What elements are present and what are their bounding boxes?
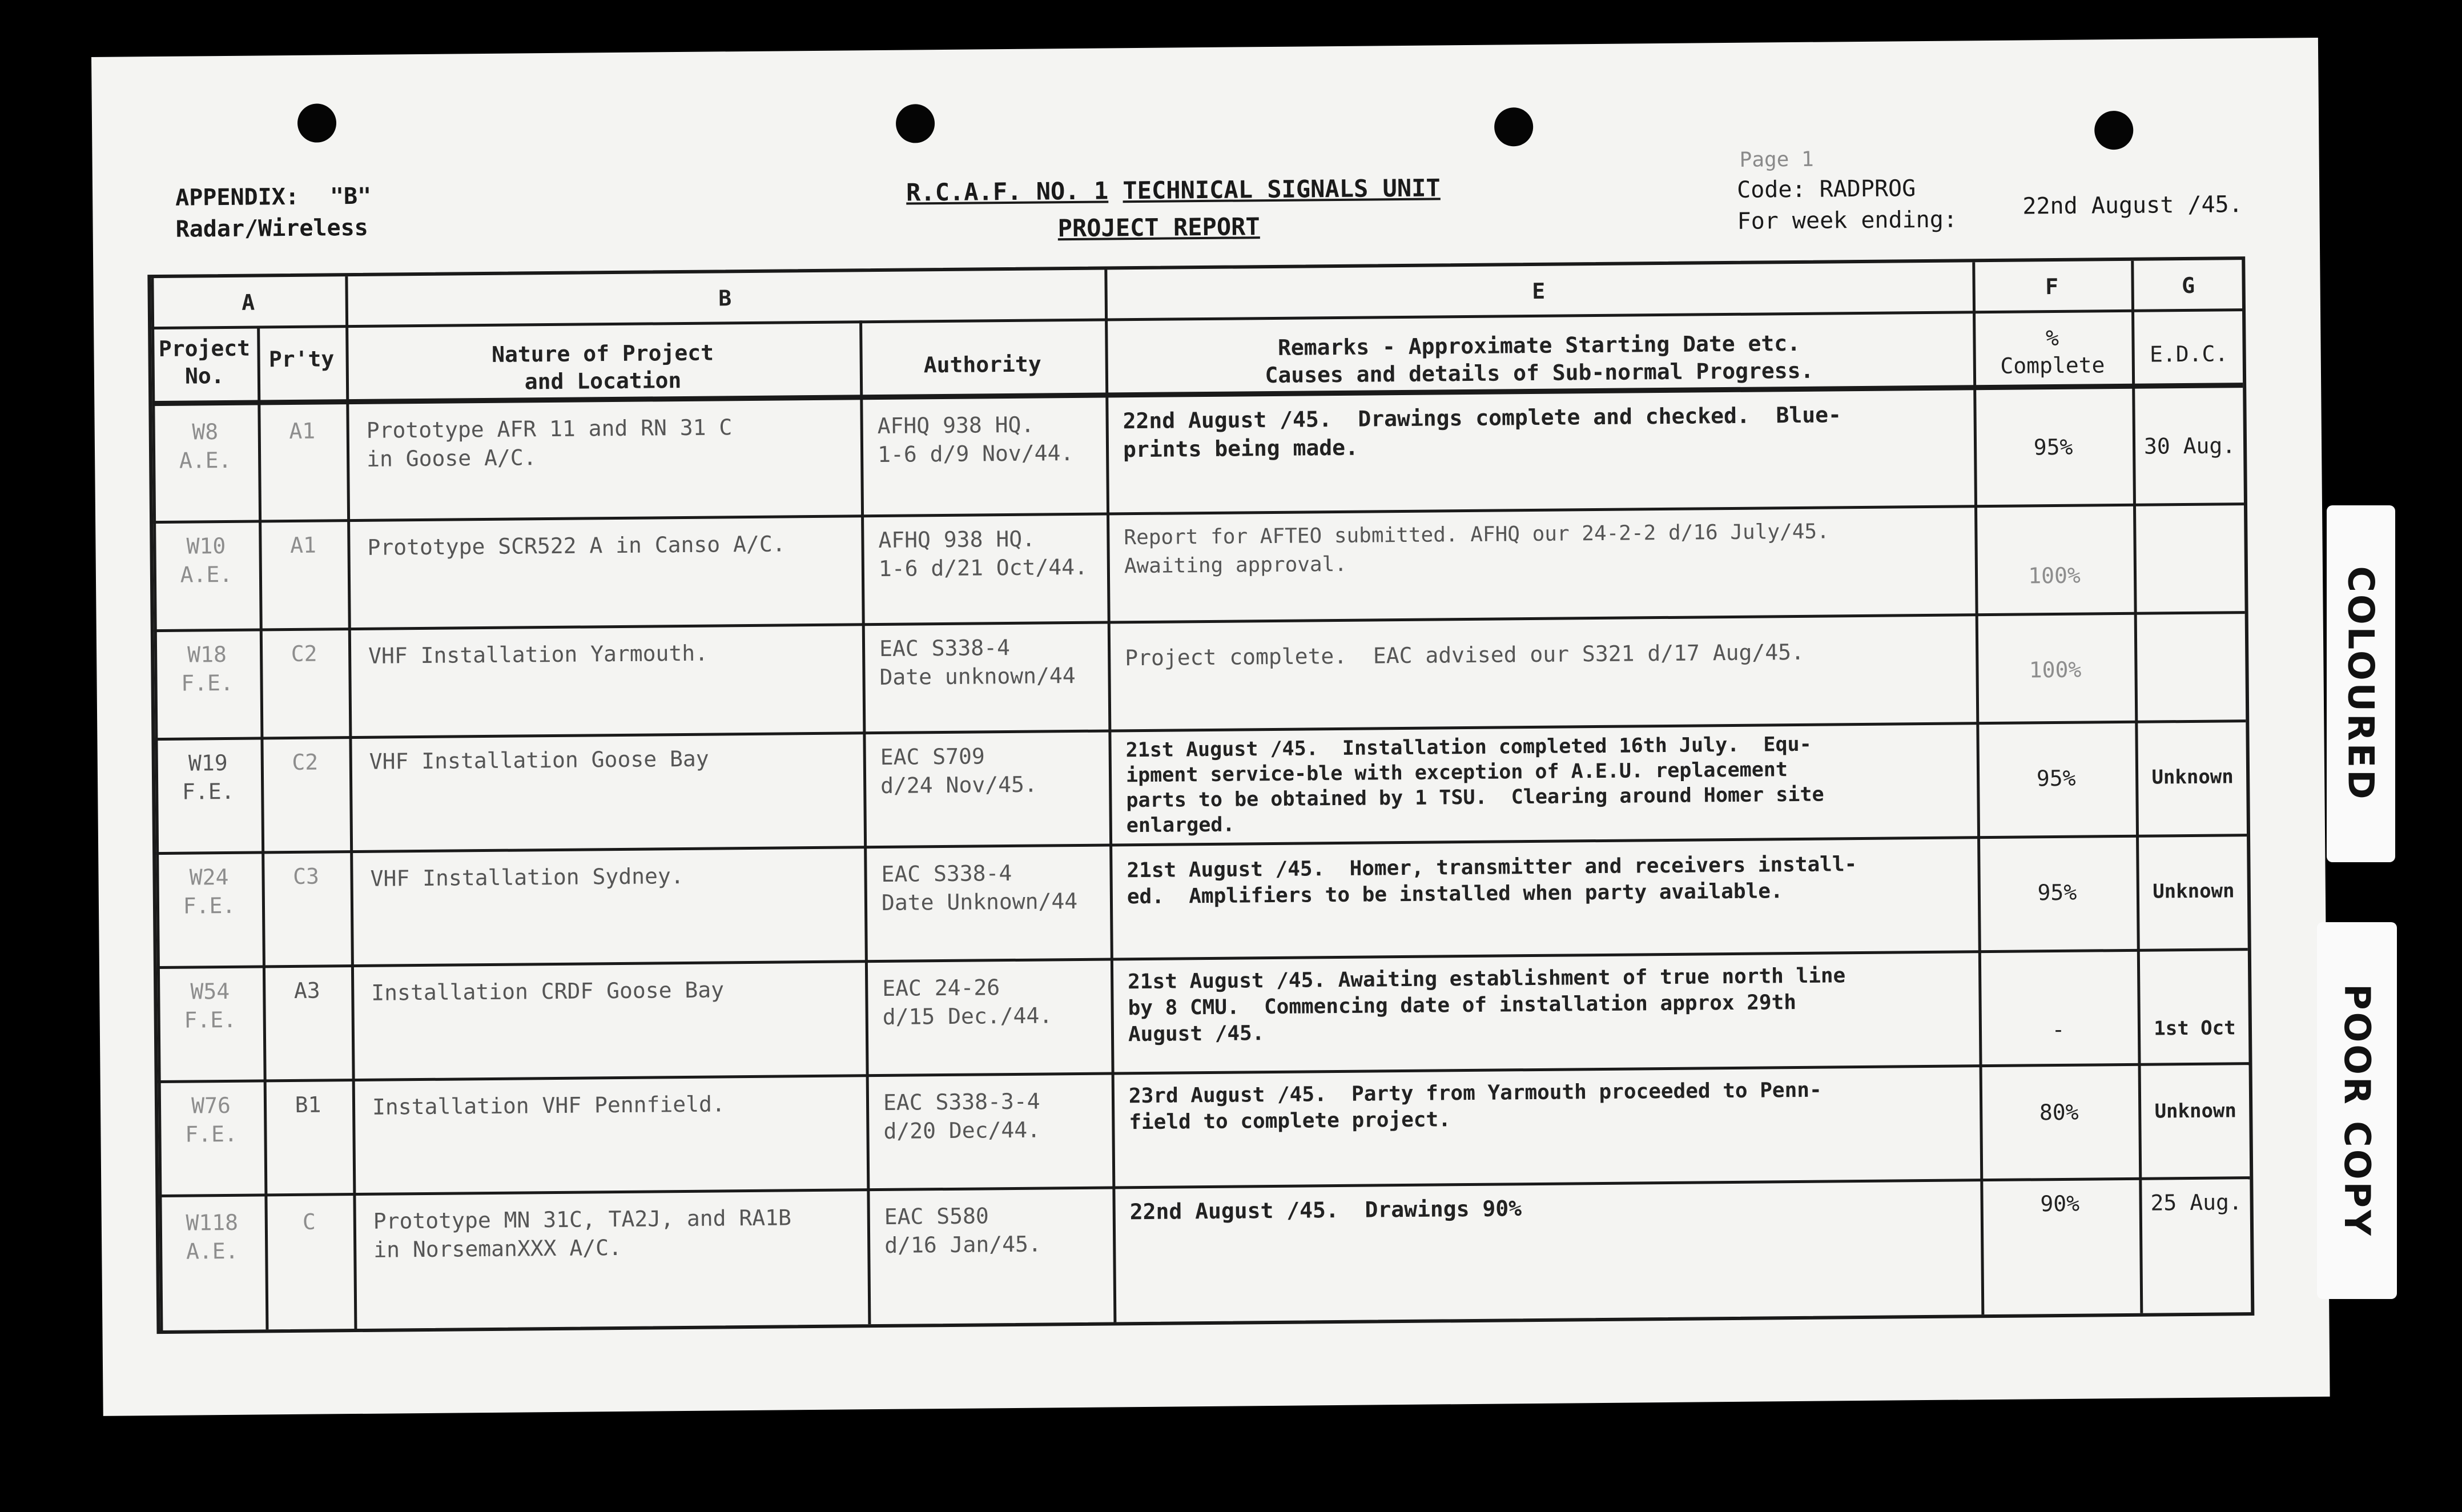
appendix-line — [175, 183, 371, 211]
column-header-remarks: Remarks - Approximate Starting Date etc. Causes and details of Sub-normal Progress. — [1265, 330, 1814, 388]
project-no: W10 A.E. — [180, 533, 233, 588]
edc: Unknown — [2154, 1099, 2237, 1123]
priority: C3 — [292, 863, 320, 889]
priority: C — [302, 1209, 316, 1234]
authority: EAC 24-26 d/15 Dec./44. — [882, 975, 1053, 1030]
col-divider — [345, 276, 357, 1329]
appendix-label: APPENDIX: — [175, 183, 300, 211]
edc — [2134, 560, 2248, 561]
authority: EAC S338-3-4 d/20 Dec/44. — [883, 1088, 1041, 1144]
nature: Installation CRDF Goose Bay — [371, 977, 725, 1006]
edc: 30 Aug. — [2143, 433, 2236, 459]
remarks: 22nd August /45. Drawings complete and checked. Blue- prints being made. — [1123, 402, 1842, 463]
row-divider — [153, 502, 2244, 524]
remarks: 22nd August /45. Drawings 90% — [1129, 1196, 1522, 1225]
remarks: Project complete. EAC advised our S321 d/17 Aug/45. — [1125, 639, 1805, 671]
authority: AFHQ 938 HQ. 1-6 d/21 Oct/44. — [878, 526, 1088, 582]
priority: C2 — [291, 641, 317, 666]
nature: Installation VHF Pennfield. — [372, 1091, 725, 1120]
unit-title — [906, 174, 1441, 206]
punch-hole — [1494, 107, 1534, 147]
percent-complete: 90% — [2040, 1191, 2080, 1217]
remarks: 21st August /45. Awaiting establishment of true north line by 8 CMU. Commencing date of installation approx 29th August /45. — [1128, 964, 1846, 1047]
punch-hole — [2094, 111, 2134, 150]
edc: Unknown — [2151, 765, 2234, 789]
project-no: W24 F.E. — [183, 864, 236, 919]
priority: A1 — [289, 532, 317, 558]
remarks: 21st August /45. Homer, transmitter and receivers install- ed. Amplifiers to be installed when party available. — [1127, 852, 1857, 909]
project-no: W19 F.E. — [182, 750, 235, 805]
poor-copy-stamp — [2317, 922, 2397, 1299]
edc: 25 Aug. — [2150, 1189, 2242, 1216]
priority: A1 — [289, 418, 316, 444]
remarks: Report for AFTEO submitted. AFHQ our 24-2-2 d/16 July/45. Awaiting approval. — [1124, 520, 1829, 578]
week-ending-value: 22nd August /45. — [2022, 191, 2243, 220]
nature: Prototype MN 31C, TA2J, and RA1B in NorsemanXXX A/C. — [373, 1205, 792, 1262]
row-divider — [158, 1062, 2249, 1083]
code-label: Code: RADPROG — [1736, 175, 1916, 203]
percent-complete: 95% — [2033, 434, 2073, 460]
edc — [2134, 654, 2248, 655]
group-header-g: G — [2181, 272, 2195, 299]
row-divider — [157, 948, 2248, 969]
edc: Unknown — [2153, 879, 2235, 903]
poor-copy-stamp-text: POOR COPY — [2336, 983, 2378, 1238]
percent-complete: 95% — [2036, 765, 2076, 791]
coloured-stamp-text: COLOURED — [2340, 566, 2382, 802]
nature: Prototype AFR 11 and RN 31 C in Goose A/C. — [366, 415, 733, 472]
nature: VHF Installation Yarmouth. — [368, 640, 709, 669]
column-header-project-no: Project No. — [158, 335, 251, 389]
percent-complete: 100% — [2028, 562, 2081, 589]
percent-complete: 95% — [2037, 879, 2077, 906]
group-header-f: F — [2045, 274, 2059, 300]
remarks: 21st August /45. Installation completed 16th July. Equ- ipment service-ble with exception of A.E.U. replacement parts to be obtained by 1 TSU. Clearing around Homer site enlarged. — [1125, 733, 1824, 838]
authority: EAC S338-4 Date unknown/44 — [879, 635, 1076, 690]
coloured-stamp — [2327, 505, 2395, 862]
column-header-priority: Pr'ty — [268, 346, 335, 372]
col-divider — [257, 325, 268, 1329]
authority: EAC S580 d/16 Jan/45. — [884, 1203, 1041, 1258]
nature: VHF Installation Sydney. — [370, 863, 684, 891]
remarks: 23rd August /45. Party from Yarmouth proceeded to Penn- field to complete project. — [1128, 1078, 1822, 1135]
authority: AFHQ 938 HQ. 1-6 d/9 Nov/44. — [877, 412, 1074, 468]
document-page — [91, 38, 2330, 1416]
unit-title-prefix: R.C.A.F. NO. 1 — [906, 176, 1109, 207]
project-no: W18 F.E. — [181, 641, 234, 696]
punch-hole — [896, 104, 935, 143]
edc: 1st Oct — [2154, 1016, 2236, 1040]
authority: EAC S709 d/24 Nov/45. — [880, 743, 1037, 798]
group-header-a: A — [242, 289, 255, 315]
week-ending-label: For week ending: — [1737, 206, 1958, 235]
row-divider — [154, 611, 2245, 632]
column-header-complete: % Complete — [2000, 325, 2105, 379]
category-label: Radar/Wireless — [175, 214, 368, 243]
project-no: W118 A.E. — [186, 1209, 239, 1264]
percent-complete: 80% — [2039, 1099, 2079, 1125]
nature: VHF Installation Goose Bay — [369, 746, 709, 774]
column-header-authority: Authority — [923, 351, 1041, 378]
project-table — [147, 256, 2254, 1334]
group-header-b: B — [718, 285, 732, 311]
punch-hole — [297, 103, 337, 143]
percent-complete: - — [2051, 1016, 2065, 1043]
percent-complete: 100% — [2029, 657, 2082, 683]
col-divider — [859, 320, 871, 1324]
group-header-e: E — [1532, 278, 1546, 304]
nature: Prototype SCR522 A in Canso A/C. — [367, 531, 786, 560]
priority: B1 — [295, 1092, 321, 1117]
project-no: W54 F.E. — [184, 978, 237, 1033]
unit-title-suffix: TECHNICAL SIGNALS UNIT — [1123, 174, 1441, 205]
priority: C2 — [292, 749, 319, 775]
project-no: W76 F.E. — [185, 1092, 238, 1147]
column-header-nature: Nature of Project and Location — [491, 340, 714, 395]
col-divider — [1104, 270, 1116, 1322]
column-header-edc: E.D.C. — [2149, 341, 2228, 367]
authority: EAC S338-4 Date Unknown/44 — [881, 860, 1078, 915]
project-no: W8 A.E. — [179, 419, 232, 473]
priority: A3 — [293, 978, 320, 1003]
appendix-value: "B" — [329, 183, 372, 210]
page-number: Page 1 — [1739, 147, 1814, 172]
row-divider — [159, 1176, 2250, 1197]
report-title: PROJECT REPORT — [1057, 212, 1260, 243]
